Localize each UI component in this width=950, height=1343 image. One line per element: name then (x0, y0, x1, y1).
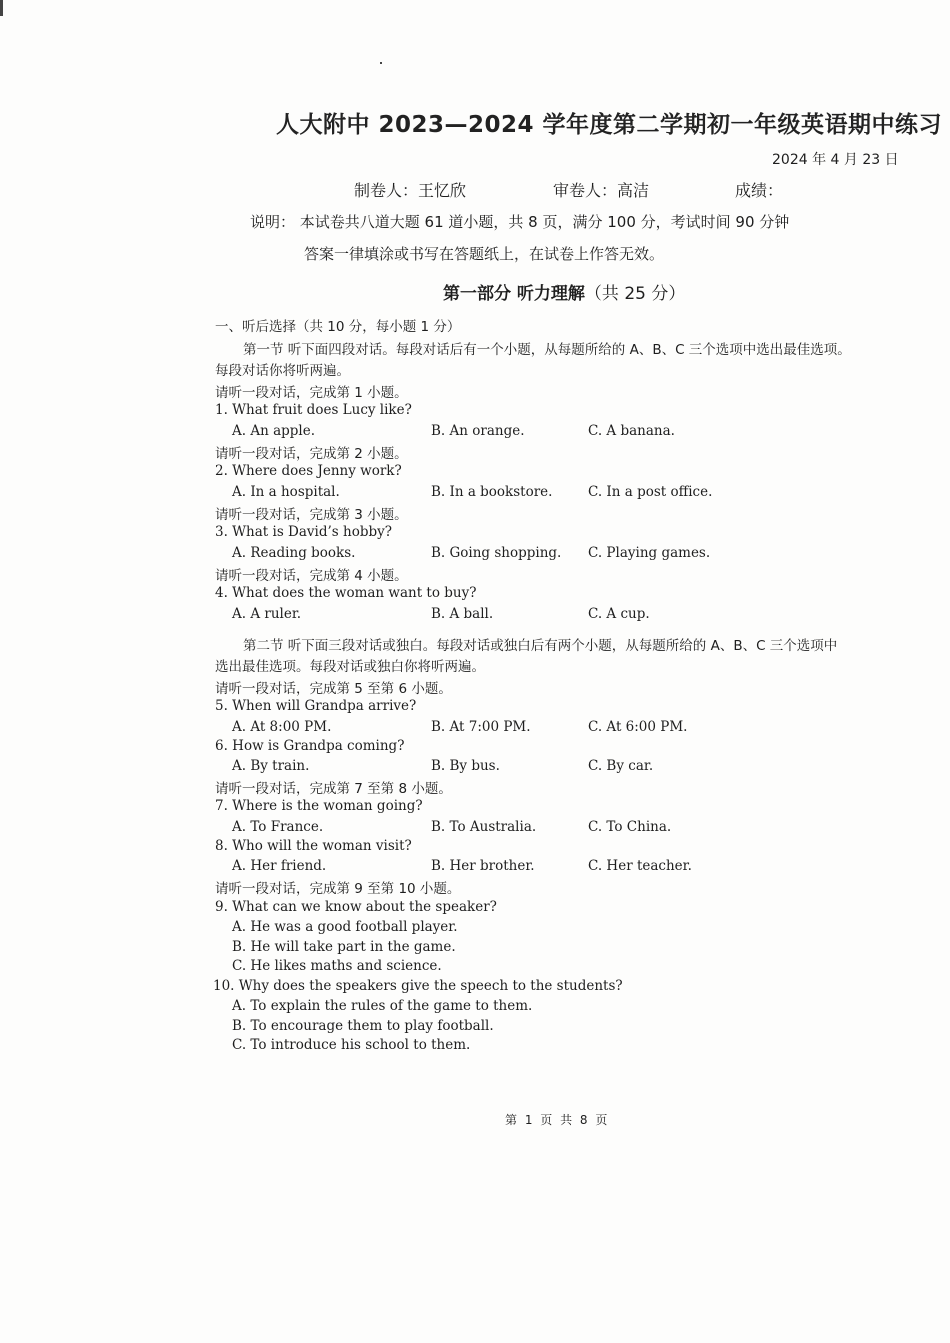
q8-option-a: A. Her friend. (232, 858, 327, 874)
q3-option-b: B. Going shopping. (431, 545, 562, 561)
page-number: 第 1 页 共 8 页 (505, 1113, 610, 1127)
q6-option-a: A. By train. (232, 758, 310, 774)
question-6: 6. How is Grandpa coming? (215, 738, 405, 754)
scan-dot (380, 62, 382, 64)
q8-option-b: B. Her brother. (431, 858, 535, 874)
subsection-2-line-1: 第二节 听下面三段对话或独白。每段对话或独白后有两个小题，从每题所给的 A、B、C 三个选项中 (243, 638, 838, 654)
instruction: 请听一段对话，完成第 2 小题。 (215, 446, 408, 462)
question-10: 10. Why does the speakers give the speech to the students? (213, 978, 623, 994)
q9-option-b: B. He will take part in the game. (232, 939, 456, 955)
q3-option-a: A. Reading books. (232, 545, 356, 561)
question-7: 7. Where is the woman going? (215, 798, 423, 814)
q10-option-a: A. To explain the rules of the game to them. (232, 998, 533, 1014)
question-8: 8. Who will the woman visit? (215, 838, 412, 854)
q2-option-c: C. In a post office. (588, 484, 713, 500)
q6-option-c: C. By car. (588, 758, 654, 774)
q1-option-c: C. A banana. (588, 423, 675, 439)
author-label: 制卷人：王忆欣 (354, 181, 467, 200)
instruction: 请听一段对话，完成第 9 至第 10 小题。 (215, 881, 461, 897)
q1-option-b: B. An orange. (431, 423, 525, 439)
question-4: 4. What does the woman want to buy? (215, 585, 477, 601)
section-heading: 一、听后选择（共 10 分，每小题 1 分） (215, 319, 461, 335)
score-label: 成绩： (735, 181, 784, 200)
exam-note-2: 答案一律填涂或书写在答题纸上，在试卷上作答无效。 (304, 245, 665, 263)
q7-option-b: B. To Australia. (431, 819, 537, 835)
q3-option-c: C. Playing games. (588, 545, 711, 561)
q5-option-c: C. At 6:00 PM. (588, 719, 688, 735)
question-2: 2. Where does Jenny work? (215, 463, 402, 479)
part-one-score: （共 25 分） (584, 284, 686, 304)
subsection-1-line-2: 每段对话你将听两遍。 (215, 363, 350, 379)
q4-option-c: C. A cup. (588, 606, 650, 622)
instruction: 请听一段对话，完成第 5 至第 6 小题。 (215, 681, 452, 697)
q9-option-a: A. He was a good football player. (232, 919, 458, 935)
q6-option-b: B. By bus. (431, 758, 500, 774)
q4-option-a: A. A ruler. (232, 606, 302, 622)
q10-option-b: B. To encourage them to play football. (232, 1018, 494, 1034)
reviewer-label: 审卷人：高洁 (553, 181, 650, 200)
exam-note-1: 说明： 本试卷共八道大题 61 道小题，共 8 页，满分 100 分，考试时间 90 分钟 (250, 213, 790, 231)
part-one-name: 第一部分 听力理解 (443, 284, 585, 304)
question-3: 3. What is David’s hobby? (215, 524, 392, 540)
exam-date: 2024 年 4 月 23 日 (772, 152, 899, 168)
question-1: 1. What fruit does Lucy like? (215, 402, 412, 418)
subsection-1-line-1: 第一节 听下面四段对话。每段对话后有一个小题，从每题所给的 A、B、C 三个选项中选出最佳选项。 (243, 342, 851, 358)
page-title: 人大附中 2023—2024 学年度第二学期初一年级英语期中练习 (276, 112, 943, 138)
q9-option-c: C. He likes maths and science. (232, 958, 442, 974)
instruction: 请听一段对话，完成第 7 至第 8 小题。 (215, 781, 452, 797)
q5-option-b: B. At 7:00 PM. (431, 719, 531, 735)
instruction: 请听一段对话，完成第 3 小题。 (215, 507, 408, 523)
q7-option-c: C. To China. (588, 819, 672, 835)
part-one-title (443, 279, 685, 304)
q7-option-a: A. To France. (232, 819, 324, 835)
question-5: 5. When will Grandpa arrive? (215, 698, 417, 714)
scan-mark (0, 0, 3, 16)
subsection-2-line-2: 选出最佳选项。每段对话或独白你将听两遍。 (215, 659, 485, 675)
question-9: 9. What can we know about the speaker? (215, 899, 497, 915)
q8-option-c: C. Her teacher. (588, 858, 692, 874)
instruction: 请听一段对话，完成第 1 小题。 (215, 385, 408, 401)
instruction: 请听一段对话，完成第 4 小题。 (215, 568, 408, 584)
q2-option-b: B. In a bookstore. (431, 484, 553, 500)
q1-option-a: A. An apple. (232, 423, 315, 439)
q5-option-a: A. At 8:00 PM. (232, 719, 332, 735)
q2-option-a: A. In a hospital. (232, 484, 340, 500)
q4-option-b: B. A ball. (431, 606, 494, 622)
q10-option-c: C. To introduce his school to them. (232, 1037, 471, 1053)
